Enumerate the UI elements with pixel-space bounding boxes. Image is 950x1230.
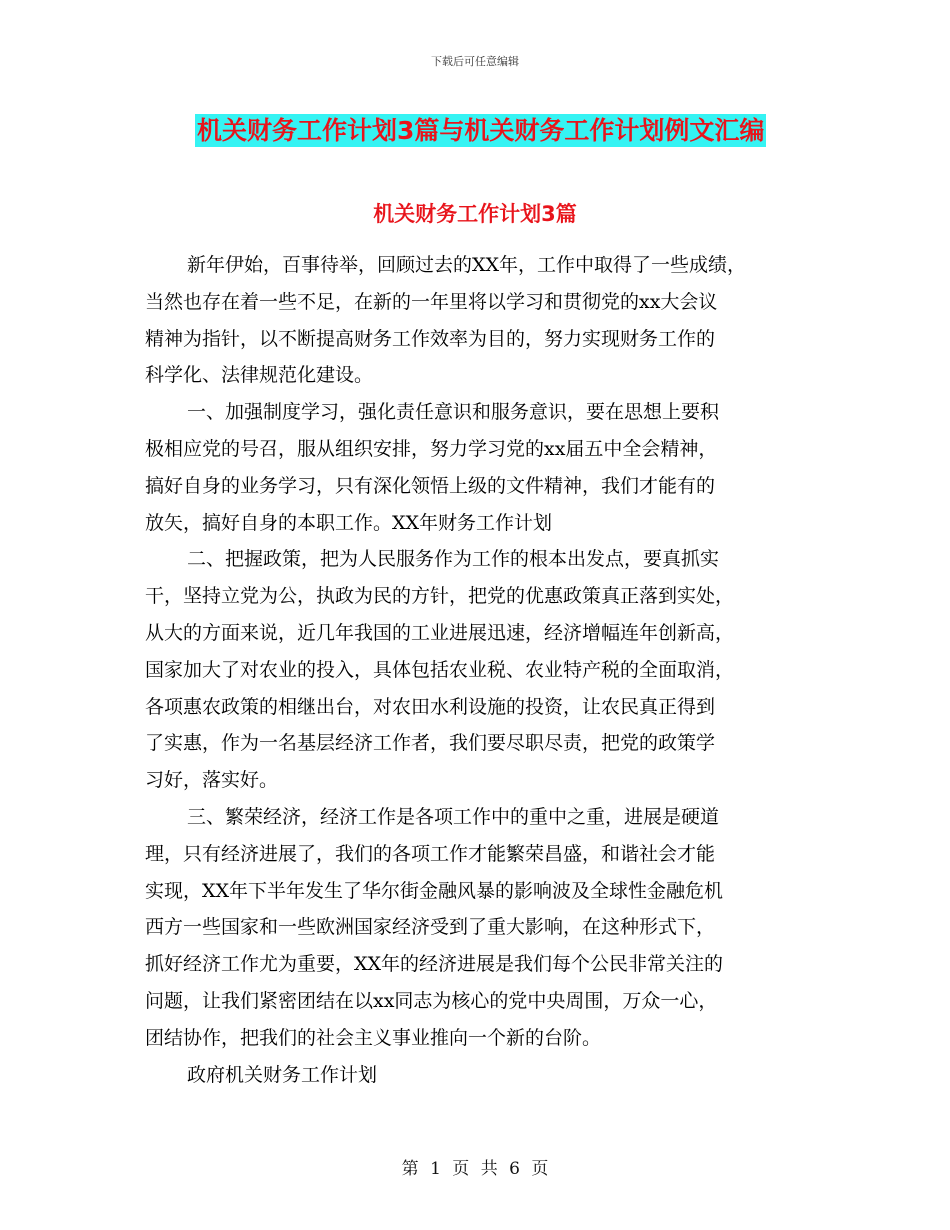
- text-line: 习好，落实好。: [145, 769, 279, 792]
- text-line: 西方一些国家和一些欧洲国家经济受到了重大影响，在这种形式下，: [145, 916, 716, 939]
- text-line: 政府机关财务工作计划: [187, 1063, 378, 1086]
- paragraph: [145, 1057, 825, 1094]
- text-line: 实现，XX年下半年发生了华尔街金融风暴的影响波及全球性金融危机: [145, 879, 724, 902]
- text-line: 一、加强制度学习，强化责任意识和服务意识，要在思想上要积: [187, 401, 720, 424]
- text-line: 当然也存在着一些不足，在新的一年里将以学习和贯彻党的xx大会议: [145, 290, 718, 313]
- paragraph: [145, 799, 825, 1057]
- header-note: 下载后可任意编辑: [431, 55, 519, 68]
- page-footer: 第 1 页 共 6 页: [401, 1159, 549, 1179]
- text-line: 搞好自身的业务学习，只有深化领悟上级的文件精神，我们才能有的: [145, 474, 716, 497]
- paragraph: [145, 394, 825, 541]
- text-line: 科学化、法律规范化建设。: [145, 364, 374, 387]
- section-title: 机关财务工作计划3篇: [373, 202, 577, 226]
- text-line: 各项惠农政策的相继出台，对农田水利设施的投资，让农民真正得到: [145, 695, 716, 718]
- text-line: 二、把握政策，把为人民服务作为工作的根本出发点，要真抓实: [187, 548, 720, 571]
- text-line: 新年伊始，百事待举，回顾过去的XX年，工作中取得了一些成绩，: [187, 254, 747, 276]
- text-line: 精神为指针，以不断提高财务工作效率为目的，努力实现财务工作的: [145, 327, 716, 350]
- text-line: 从大的方面来说，近几年我国的工业进展迅速，经济增幅连年创新高，: [145, 621, 735, 644]
- paragraph: [145, 247, 825, 394]
- text-line: 了实惠，作为一名基层经济工作者，我们要尽职尽责，把党的政策学: [145, 732, 716, 755]
- text-line: 三、繁荣经济，经济工作是各项工作中的重中之重，进展是硬道: [187, 805, 720, 828]
- text-line: 理，只有经济进展了，我们的各项工作才能繁荣昌盛，和谐社会才能: [145, 842, 716, 865]
- text-line: 抓好经济工作尤为重要，XX年的经济进展是我们每个公民非常关注的: [145, 953, 724, 976]
- paragraph: [145, 541, 825, 799]
- document-body: [145, 247, 825, 1093]
- text-line: 问题，让我们紧密团结在以xx同志为核心的党中央周围，万众一心，: [145, 989, 718, 1012]
- text-line: 放矢，搞好自身的本职工作。XX年财务工作计划: [145, 511, 553, 534]
- text-line: 极相应党的号召，服从组织安排，努力学习党的xx届五中全会精神，: [145, 437, 718, 460]
- text-line: 团结协作，把我们的社会主义事业推向一个新的台阶。: [145, 1026, 602, 1049]
- text-line: 国家加大了对农业的投入，具体包括农业税、农业特产税的全面取消，: [145, 658, 735, 681]
- text-line: 干，坚持立党为公，执政为民的方针，把党的优惠政策真正落到实处，: [145, 585, 735, 608]
- document-title: 机关财务工作计划3篇与机关财务工作计划例文汇编: [197, 116, 765, 145]
